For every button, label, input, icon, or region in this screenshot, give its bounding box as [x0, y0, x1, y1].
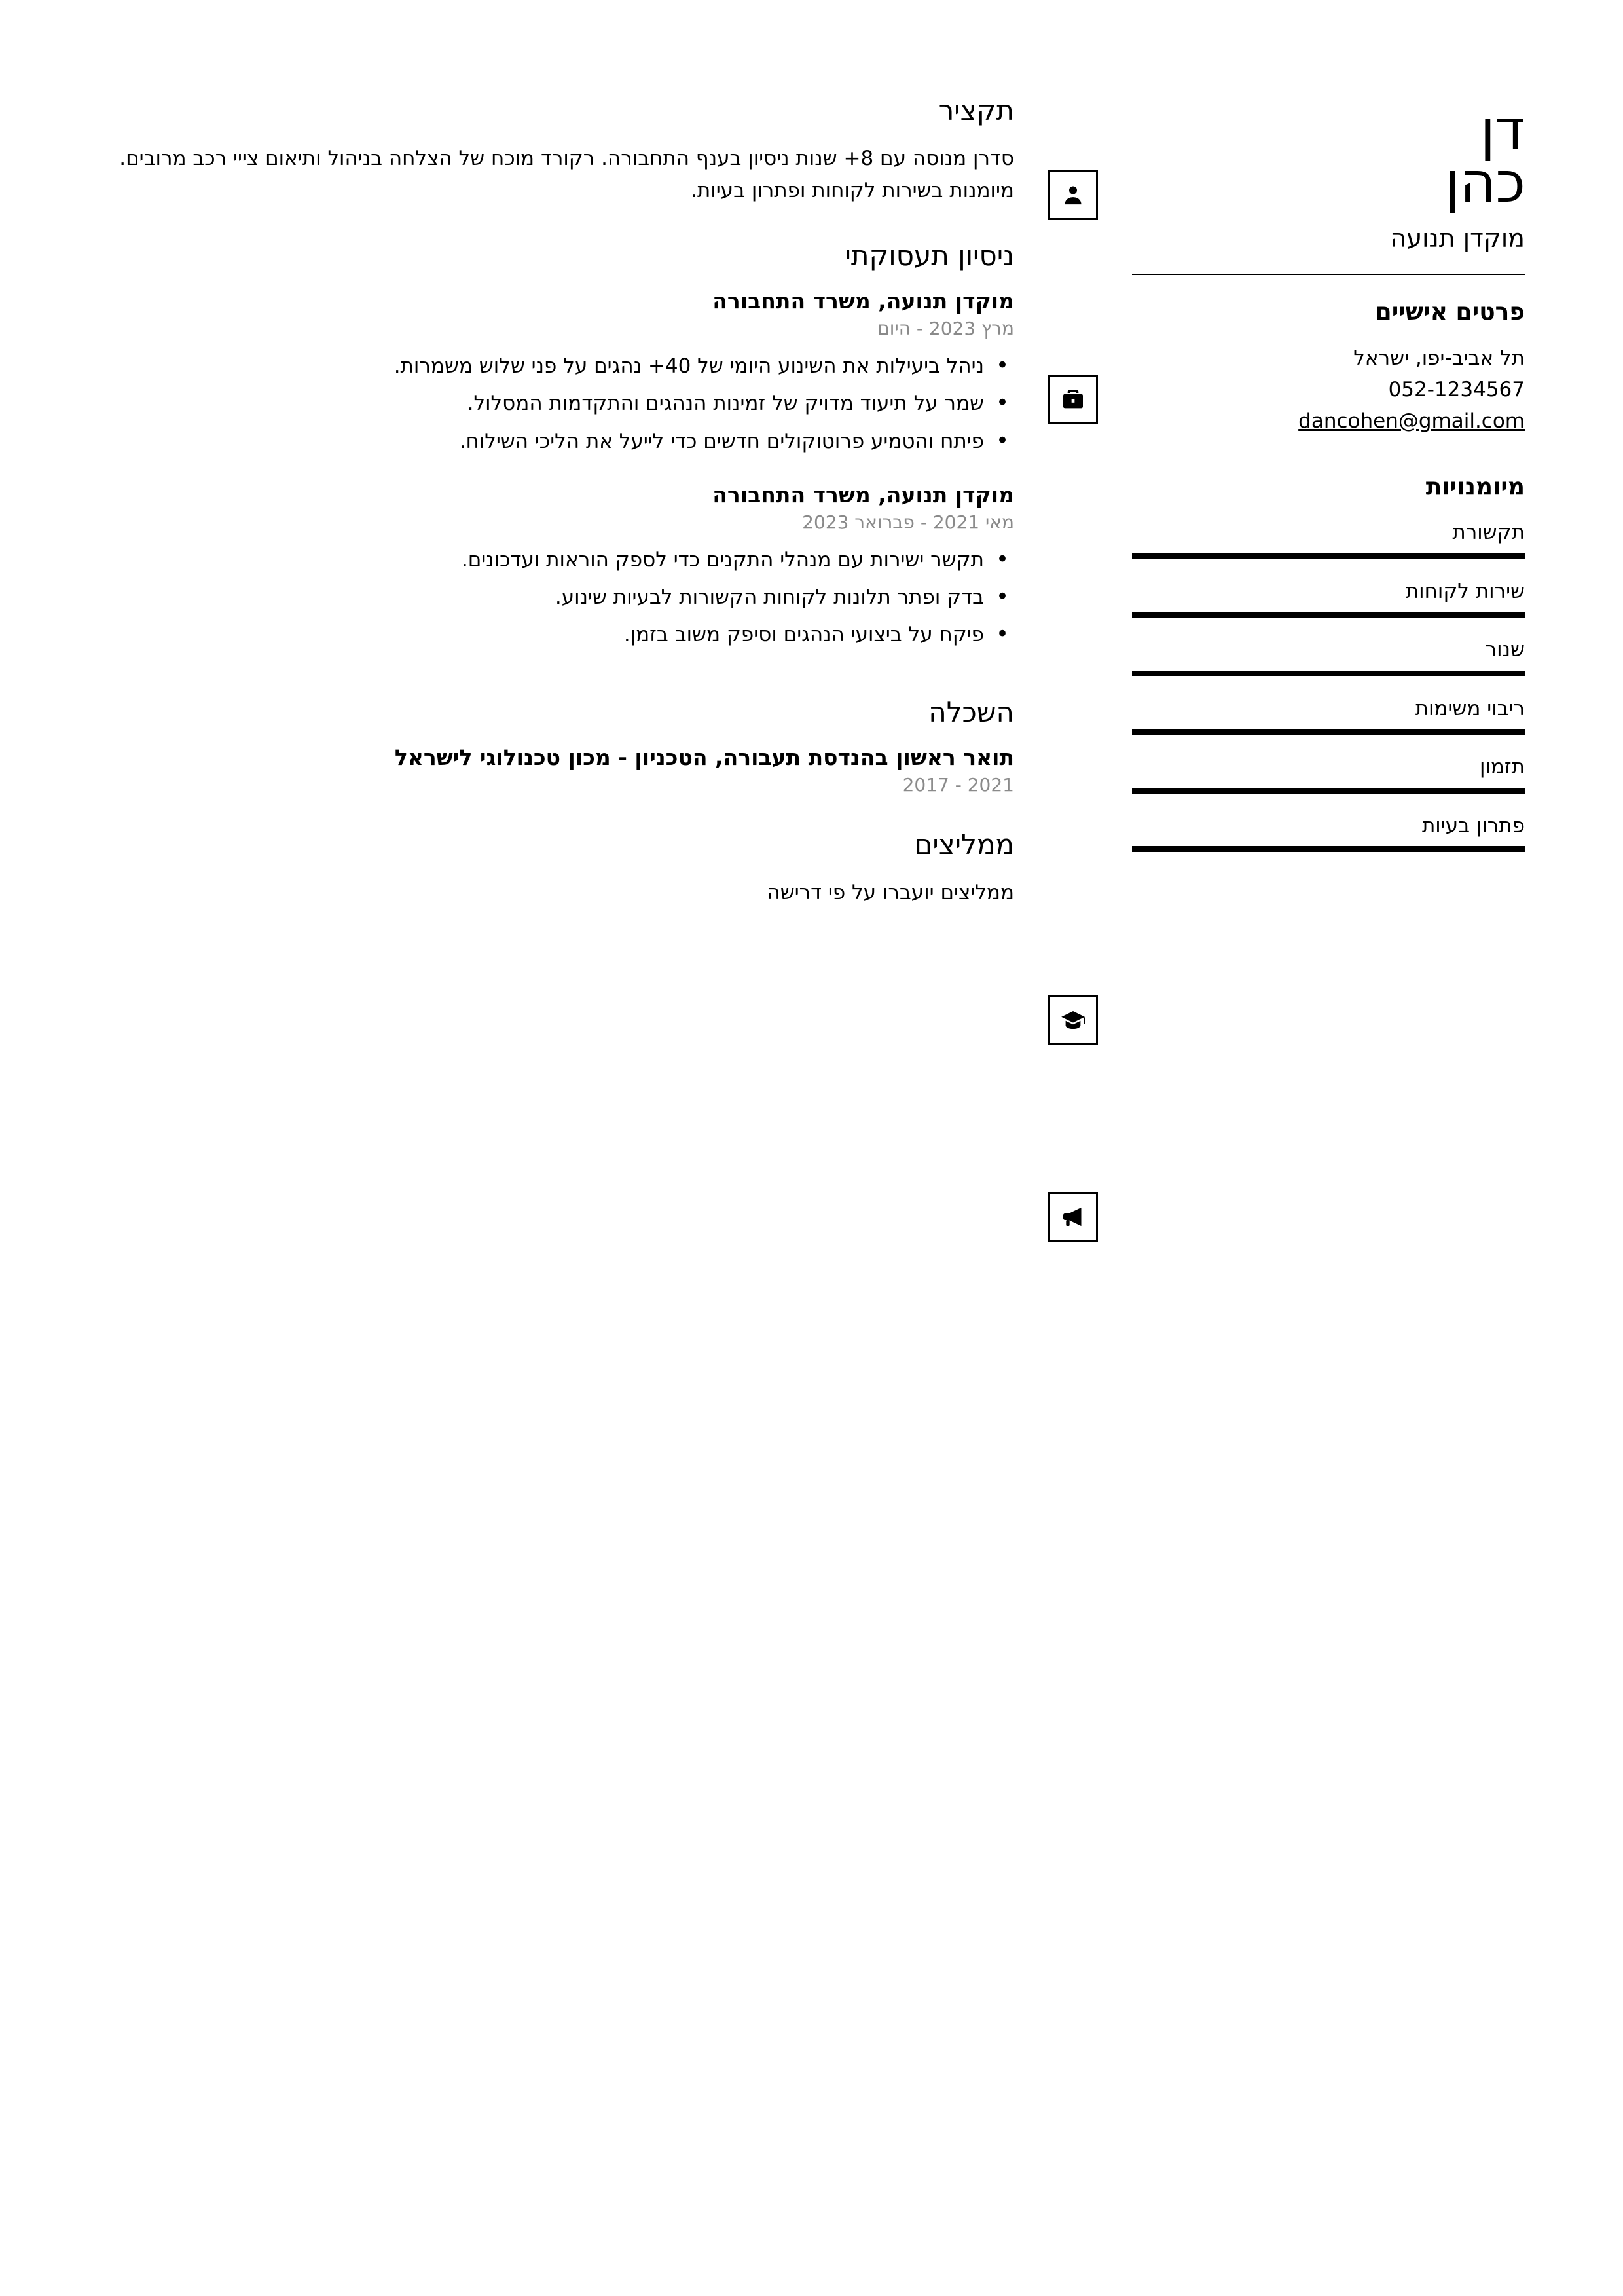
contact-phone: 052-1234567: [1388, 377, 1525, 401]
sidebar-column: [1132, 79, 1525, 2296]
main-column: [98, 79, 1014, 2296]
skill-item: [1132, 752, 1525, 794]
section-title-education: השכלה: [928, 695, 1014, 728]
contact-location: תל אביב-יפו, ישראל: [1353, 346, 1525, 370]
skill-bar: [1132, 553, 1525, 559]
job-dates: מאי 2021 - פברואר 2023: [802, 511, 1014, 533]
skill-bar: [1132, 612, 1525, 618]
job-dates: מרץ 2023 - היום: [877, 318, 1014, 340]
icon-rail: [1014, 79, 1132, 2296]
experience-item: [105, 288, 1014, 456]
skill-label: פתרון בעיות: [1421, 813, 1525, 838]
skill-label: שנור: [1485, 638, 1525, 662]
summary-text: סדרן מנוסה עם 8+ שנות ניסיון בענף התחבורה. רקורד מוכח של הצלחה בניהול ותיאום צייי רכב מרובים. מיומנות בשירות לקוחות ופתרון בעיות.: [119, 147, 1014, 203]
headline-job-title: מוקדן תנועה: [1390, 223, 1525, 253]
last-name: כהן: [1444, 149, 1525, 215]
spacer: [105, 207, 1014, 241]
list-item: • בדק ופתר תלונות לקוחות הקשורות לבעיות שינוע.: [105, 582, 984, 613]
job-bullets: [105, 351, 1014, 456]
graduation-cap-icon: [1048, 995, 1098, 1045]
education-dates: 2017 - 2021: [902, 774, 1014, 796]
skill-label: תזמון: [1479, 755, 1525, 779]
section-title-experience: ניסיון תעסוקתי: [845, 240, 1014, 272]
person-icon: [1048, 170, 1098, 220]
skill-item: [1132, 811, 1525, 853]
job-bullets: [105, 545, 1014, 650]
skill-item: [1132, 576, 1525, 618]
spacer: [105, 796, 1014, 830]
education-degree: תואר ראשון בהנדסת תעבורה, הטכניון - מכון טכנולוגי לישראל: [394, 745, 1014, 771]
skill-label: תקשורת: [1452, 521, 1525, 545]
megaphone-icon: [1048, 1192, 1098, 1242]
skill-label: ריבוי משימות: [1415, 696, 1525, 720]
experience-item: [105, 482, 1014, 650]
divider: [1132, 274, 1525, 275]
briefcase-icon: [1048, 375, 1098, 424]
list-item: • ניהל ביעילות את השינוע היומי של 40+ נהגים על פני שלוש משמרות.: [105, 351, 984, 382]
job-role: מוקדן תנועה, משרד התחבורה: [712, 481, 1014, 508]
contact-email-link[interactable]: dancohen@gmail.com: [1298, 409, 1525, 434]
skill-item: [1132, 694, 1525, 735]
spacer: [105, 675, 1014, 697]
skill-bar: [1132, 846, 1525, 852]
skill-bar: [1132, 788, 1525, 794]
section-title-personal-details: פרטים אישיים: [1375, 298, 1525, 325]
section-title-skills: מיומנויות: [1425, 473, 1525, 501]
references-text: ממליצים יועברו על פי דרישה: [767, 881, 1014, 905]
section-title-summary: תקציר: [938, 94, 1014, 126]
skill-item: [1132, 635, 1525, 676]
section-title-references: ממליצים: [914, 828, 1014, 861]
list-item: • פיתח והטמיע פרוטוקולים חדשים כדי לייעל את הליכי השילוח.: [105, 426, 984, 457]
skill-bar: [1132, 729, 1525, 735]
name-block: [1132, 98, 1525, 215]
skill-item: [1132, 517, 1525, 559]
list-item: • תקשר ישירות עם מנהלי התקנים כדי לספק הוראות ועדכונים.: [105, 545, 984, 576]
first-name: דן: [1480, 98, 1525, 163]
skill-label: שירות לקוחות: [1405, 579, 1525, 603]
spacer: [1132, 437, 1525, 473]
job-role: מוקדן תנועה, משרד התחבורה: [712, 288, 1014, 314]
list-item: • פיקח על ביצועי הנהגים וסיפק משוב בזמן.: [105, 620, 984, 650]
list-item: • שמר על תיעוד מדויק של זמינות הנהגים והתקדמות המסלול.: [105, 388, 984, 419]
skill-bar: [1132, 671, 1525, 676]
